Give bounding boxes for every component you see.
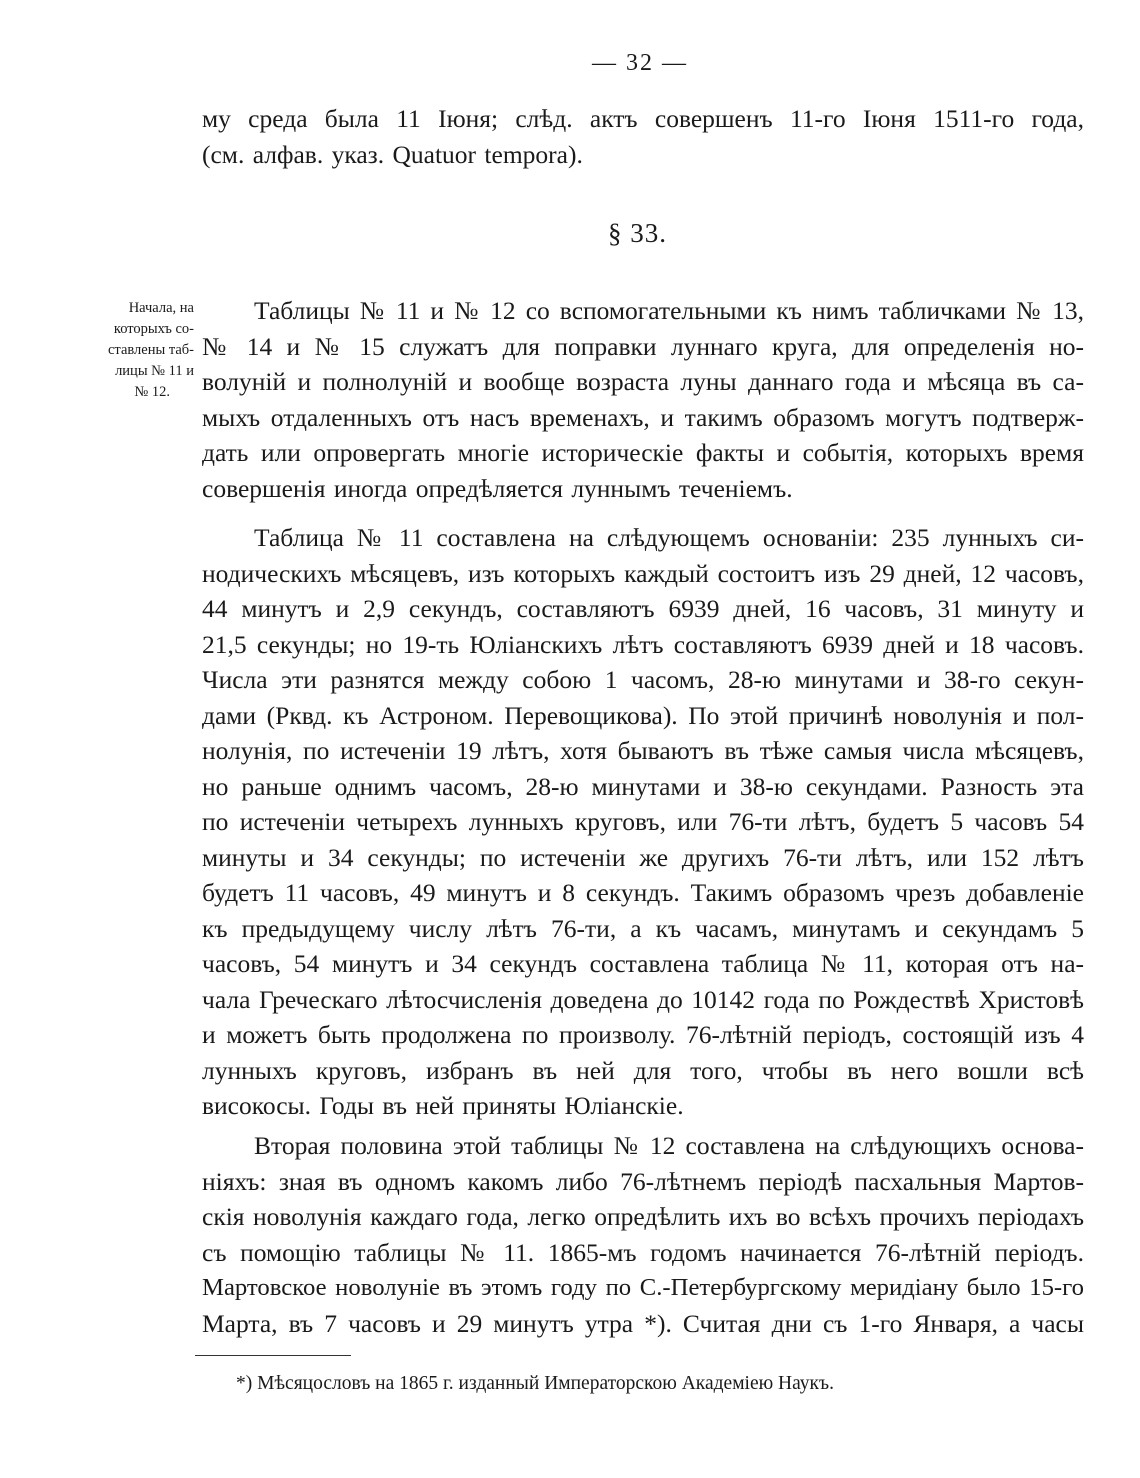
text-line: високосы. Годы въ ней приняты Юліанскіе. [202,1091,684,1120]
text-line: Марта, въ 7 часовъ и 29 минутъ утра *). Считая дни съ 1-го Января, а часы [202,1308,1084,1338]
text-line: Вторая половина этой таблицы № 12 составлена на слѣдующихъ основа- [254,1131,1084,1160]
intro-text [202,101,1084,172]
text-line: дать или опровергать многіе историческіе факты и событія, которыхъ время [202,438,1084,467]
margin-note-line: лицы № 11 и [115,363,194,379]
text-line: но раньше однимъ часомъ, 28-ю минутами и 38-ю секундами. Разность эта [202,771,1084,801]
paragraph-3 [202,1128,1084,1341]
text-line: Таблицы № 11 и № 12 со вспомогательными къ нимъ табличками № 13, [254,296,1084,325]
text-line: нолунія, по истеченіи 19 лѣтъ, хотя бываютъ въ тѣже самыя числа мѣсяцевъ, [202,736,1084,765]
text-line: часовъ, 54 минутъ и 34 секундъ составлена таблица № 11, которая отъ на- [202,949,1084,978]
margin-note-line: ставлены таб- [108,342,194,358]
paragraph-1 [202,293,1084,506]
text-line: съ помощію таблицы № 11. 1865-мъ годомъ начинается 76-лѣтній періодъ. [202,1237,1084,1267]
text-line: волуній и полнолуній и вообще возраста луны даннаго года и мѣсяца въ са- [202,367,1084,396]
text-line: мыхъ отдаленныхъ отъ насъ временахъ, и такимъ образомъ могутъ подтверж- [202,402,1084,432]
footnote: *) Мѣсяцословъ на 1865 г. изданный Императорскою Академіею Наукъ. [236,1373,834,1394]
margin-note-line: Начала, на [128,300,194,316]
text-line: будетъ 11 часовъ, 49 минутъ и 8 секундъ. Такимъ образомъ чрезъ добавленіе [202,878,1084,907]
text-line: (см. алфав. указ. Quatuor tempora). [202,139,583,169]
text-line: чала Греческаго лѣтосчисленія доведена до 10142 года по Рождествѣ Христовѣ [202,984,1084,1014]
text-line: дами (Рквд. къ Астроном. Перевощикова). По этой причинѣ новолунія и пол- [202,700,1084,730]
text-line: совершенія иногда опредѣляется луннымъ теченіемъ. [202,473,793,503]
text-line: Мартовское новолуніе въ этомъ году по С.-Петербургскому меридіану было 15-го [202,1274,1084,1301]
text-line: къ предыдущему числу лѣтъ 76-ти, а къ часамъ, минутамъ и секундамъ 5 [202,913,1084,943]
text-line: по истеченіи четырехъ лунныхъ круговъ, или 76-ти лѣтъ, будетъ 5 часовъ 54 [202,807,1084,836]
page-number: — 32 — [592,50,688,76]
footnote-rule [195,1355,351,1356]
text-line: 21,5 секунды; но 19-ть Юліанскихъ лѣтъ составляютъ 6939 дней и 18 часовъ. [202,629,1084,659]
paragraph-2 [202,520,1084,1124]
text-line: скія новолунія каждаго года, легко опредѣлить ихъ во всѣхъ прочихъ періодахъ [202,1202,1084,1231]
text-line: и можетъ быть продолжена по произволу. 76-лѣтній періодъ, состоящій изъ 4 [202,1020,1084,1049]
text-line: Таблица № 11 составлена на слѣдующемъ основаніи: 235 лунныхъ си- [254,523,1084,552]
text-line: нодическихъ мѣсяцевъ, изъ которыхъ каждый состоитъ изъ 29 дней, 12 часовъ, [202,558,1084,588]
text-line: 44 минутъ и 2,9 секундъ, составляютъ 6939 дней, 16 часовъ, 31 минуту и [202,594,1084,623]
section-heading: § 33. [608,218,667,248]
text-line: минуты и 34 секунды; по истеченіи же другихъ 76-ти лѣтъ, или 152 лѣтъ [202,842,1084,872]
text-line: № 14 и № 15 служатъ для поправки луннаго круга, для определенія но- [202,331,1084,361]
text-line: му среда была 11 Іюня; слѣд. актъ совершенъ 11-го Іюня 1511-го года, [202,104,1084,133]
text-line: ніяхъ: зная въ одномъ какомъ либо 76-лѣтнемъ періодѣ пасхальныя Мартов- [202,1166,1084,1196]
margin-note-line: которыхъ со- [113,321,194,337]
text-line: Числа эти разнятся между собою 1 часомъ, 28-ю минутами и 38-го секун- [202,665,1084,694]
margin-note-line: № 12. [134,384,170,400]
text-line: лунныхъ круговъ, избранъ въ ней для того, чтобы въ него вошли всѣ [202,1055,1084,1085]
margin-note [76,298,194,403]
